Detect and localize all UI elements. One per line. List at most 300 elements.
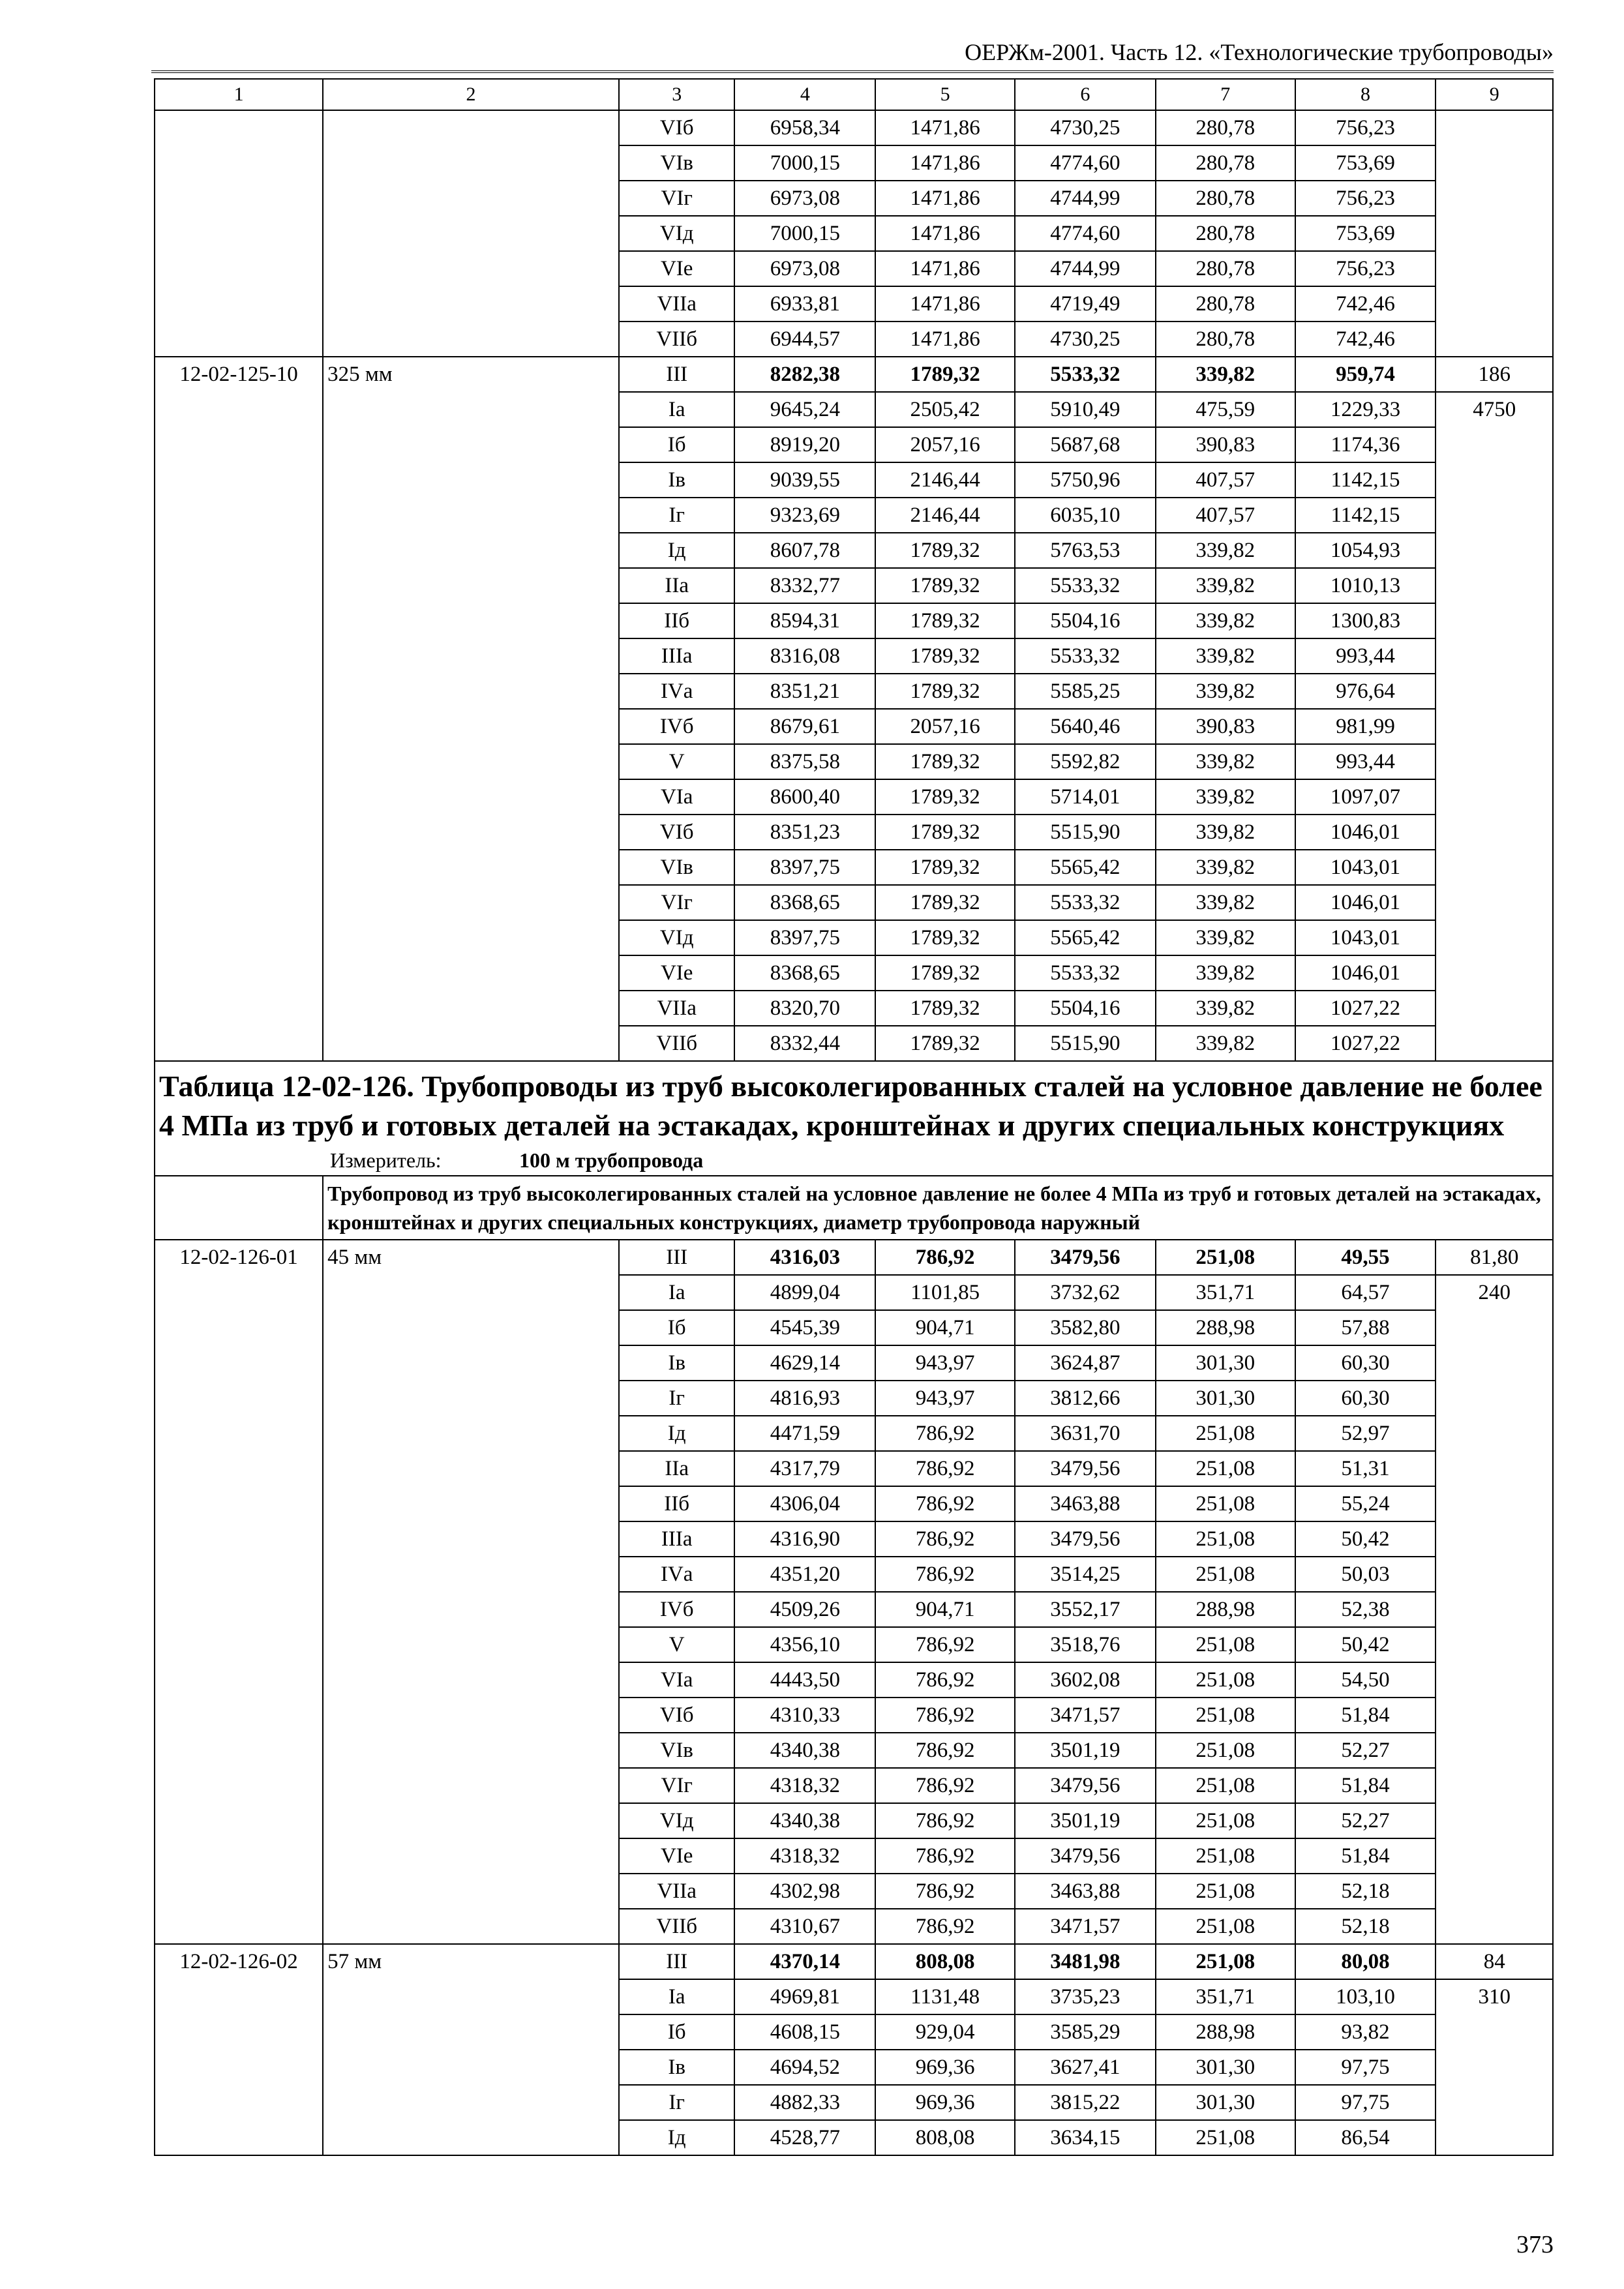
cost-value: 339,82 xyxy=(1156,568,1295,603)
zone-code: VIIа xyxy=(619,286,734,322)
cost-value: 55,24 xyxy=(1295,1486,1436,1521)
extra-column xyxy=(1436,110,1553,357)
cost-value: 280,78 xyxy=(1156,110,1295,145)
cost-value: 1789,32 xyxy=(875,744,1015,779)
cost-value: 86,54 xyxy=(1295,2120,1436,2155)
cost-value: 1229,33 xyxy=(1295,392,1436,427)
cost-value: 5504,16 xyxy=(1015,603,1156,638)
cost-value: 904,71 xyxy=(875,1310,1015,1345)
zone-code: VIа xyxy=(619,779,734,815)
zone-code: IVа xyxy=(619,674,734,709)
cost-value: 339,82 xyxy=(1156,603,1295,638)
cost-value: 5515,90 xyxy=(1015,815,1156,850)
cost-value: 50,42 xyxy=(1295,1627,1436,1662)
cost-value: 786,92 xyxy=(875,1733,1015,1768)
labor-value: 81,80 xyxy=(1436,1240,1553,1275)
cost-value: 3815,22 xyxy=(1015,2085,1156,2120)
column-number: 7 xyxy=(1156,79,1295,110)
cost-value: 251,08 xyxy=(1156,1838,1295,1874)
zone-code: VIб xyxy=(619,1698,734,1733)
cost-value: 251,08 xyxy=(1156,1909,1295,1944)
zone-code: Iб xyxy=(619,2014,734,2050)
cost-value: 3479,56 xyxy=(1015,1240,1156,1275)
zone-code: V xyxy=(619,1627,734,1662)
cost-value: 8320,70 xyxy=(734,991,875,1026)
cost-value: 52,38 xyxy=(1295,1592,1436,1627)
zone-code: VIе xyxy=(619,1838,734,1874)
cost-value: 97,75 xyxy=(1295,2085,1436,2120)
rate-code: 12-02-125-10 xyxy=(155,357,323,1061)
zone-code: Iб xyxy=(619,427,734,462)
cost-value: 976,64 xyxy=(1295,674,1436,709)
cost-value: 3479,56 xyxy=(1015,1521,1156,1557)
cost-value: 1789,32 xyxy=(875,357,1015,392)
cost-value: 301,30 xyxy=(1156,1381,1295,1416)
cost-value: 54,50 xyxy=(1295,1662,1436,1698)
zone-code: IVб xyxy=(619,709,734,744)
cost-value: 251,08 xyxy=(1156,1486,1295,1521)
cost-value: 1046,01 xyxy=(1295,885,1436,920)
cost-value: 407,57 xyxy=(1156,462,1295,498)
cost-value: 4744,99 xyxy=(1015,181,1156,216)
cost-value: 1300,83 xyxy=(1295,603,1436,638)
cost-value: 4316,03 xyxy=(734,1240,875,1275)
cost-value: 6973,08 xyxy=(734,181,875,216)
cost-value: 251,08 xyxy=(1156,1733,1295,1768)
zone-code: Iб xyxy=(619,1310,734,1345)
cost-value: 3624,87 xyxy=(1015,1345,1156,1381)
cost-value: 1046,01 xyxy=(1295,955,1436,991)
table-row xyxy=(155,1944,1553,1979)
cost-value: 4899,04 xyxy=(734,1275,875,1310)
cost-value: 5714,01 xyxy=(1015,779,1156,815)
cost-value: 4317,79 xyxy=(734,1451,875,1486)
rate-code: 12-02-126-02 xyxy=(155,1944,323,2155)
cost-value: 4719,49 xyxy=(1015,286,1156,322)
zone-code: IVб xyxy=(619,1592,734,1627)
cost-value: 351,71 xyxy=(1156,1275,1295,1310)
cost-value: 52,97 xyxy=(1295,1416,1436,1451)
cost-value: 8594,31 xyxy=(734,603,875,638)
cost-value: 4629,14 xyxy=(734,1345,875,1381)
cost-value: 1789,32 xyxy=(875,920,1015,955)
zone-code: IIа xyxy=(619,568,734,603)
cost-value: 60,30 xyxy=(1295,1381,1436,1416)
cost-value: 3479,56 xyxy=(1015,1451,1156,1486)
cost-value: 4528,77 xyxy=(734,2120,875,2155)
cost-value: 1789,32 xyxy=(875,568,1015,603)
cost-value: 51,31 xyxy=(1295,1451,1436,1486)
cost-value: 1471,86 xyxy=(875,251,1015,286)
cost-value: 5533,32 xyxy=(1015,568,1156,603)
cost-value: 786,92 xyxy=(875,1521,1015,1557)
cost-value: 3634,15 xyxy=(1015,2120,1156,2155)
cost-value: 3735,23 xyxy=(1015,1979,1156,2014)
cost-value: 1043,01 xyxy=(1295,850,1436,885)
cost-value: 4730,25 xyxy=(1015,110,1156,145)
zone-code: III xyxy=(619,1240,734,1275)
cost-value: 1046,01 xyxy=(1295,815,1436,850)
cost-value: 8316,08 xyxy=(734,638,875,674)
cost-value: 57,88 xyxy=(1295,1310,1436,1345)
cost-value: 3627,41 xyxy=(1015,2050,1156,2085)
cost-value: 301,30 xyxy=(1156,2085,1295,2120)
cost-value: 8919,20 xyxy=(734,427,875,462)
cost-value: 8600,40 xyxy=(734,779,875,815)
cost-value: 3812,66 xyxy=(1015,1381,1156,1416)
cost-value: 2505,42 xyxy=(875,392,1015,427)
zone-code: IIIа xyxy=(619,1521,734,1557)
cost-value: 756,23 xyxy=(1295,181,1436,216)
mass-value: 310 xyxy=(1436,1979,1553,2155)
cost-value: 2057,16 xyxy=(875,427,1015,462)
cost-value: 5533,32 xyxy=(1015,955,1156,991)
zone-code: IIб xyxy=(619,603,734,638)
pipe-diameter: 45 мм xyxy=(323,1240,619,1944)
cost-value: 339,82 xyxy=(1156,815,1295,850)
cost-value: 5687,68 xyxy=(1015,427,1156,462)
cost-value: 786,92 xyxy=(875,1909,1015,1944)
cost-value: 786,92 xyxy=(875,1240,1015,1275)
zone-code: VIг xyxy=(619,1768,734,1803)
table-title: Таблица 12-02-126. Трубопроводы из труб высоколегированных сталей на условное давление не более 4 МПа из труб и готовых деталей на эстакадах, кронштейнах и других специальных конструкциях xyxy=(155,1061,1553,1145)
cost-value: 3471,57 xyxy=(1015,1909,1156,1944)
cost-value: 251,08 xyxy=(1156,1874,1295,1909)
column-number: 1 xyxy=(155,79,323,110)
description-row xyxy=(155,1176,1553,1240)
cost-value: 251,08 xyxy=(1156,1557,1295,1592)
cost-value: 5504,16 xyxy=(1015,991,1156,1026)
page-number: 373 xyxy=(1516,2231,1554,2258)
cost-value: 5592,82 xyxy=(1015,744,1156,779)
cost-value: 52,18 xyxy=(1295,1909,1436,1944)
zone-code: Iа xyxy=(619,392,734,427)
cost-value: 8607,78 xyxy=(734,533,875,568)
cost-value: 5533,32 xyxy=(1015,638,1156,674)
cost-value: 3501,19 xyxy=(1015,1733,1156,1768)
zone-code: VIд xyxy=(619,1803,734,1838)
cost-value: 786,92 xyxy=(875,1557,1015,1592)
cost-value: 4471,59 xyxy=(734,1416,875,1451)
zone-code: IVа xyxy=(619,1557,734,1592)
cost-value: 4730,25 xyxy=(1015,322,1156,357)
zone-code: Iг xyxy=(619,1381,734,1416)
cost-value: 93,82 xyxy=(1295,2014,1436,2050)
cost-value: 753,69 xyxy=(1295,145,1436,181)
cost-value: 251,08 xyxy=(1156,1521,1295,1557)
cost-value: 6035,10 xyxy=(1015,498,1156,533)
cost-value: 280,78 xyxy=(1156,145,1295,181)
cost-value: 9645,24 xyxy=(734,392,875,427)
zone-code: VIе xyxy=(619,955,734,991)
cost-value: 1789,32 xyxy=(875,885,1015,920)
cost-value: 280,78 xyxy=(1156,216,1295,251)
cost-value: 5910,49 xyxy=(1015,392,1156,427)
table-title-row xyxy=(155,1061,1553,1145)
pipe-diameter: 57 мм xyxy=(323,1944,619,2155)
cost-value: 390,83 xyxy=(1156,427,1295,462)
cost-value: 4306,04 xyxy=(734,1486,875,1521)
meter-row xyxy=(155,1145,1553,1176)
table-row xyxy=(155,1240,1553,1275)
cost-value: 1789,32 xyxy=(875,779,1015,815)
cost-value: 753,69 xyxy=(1295,216,1436,251)
zone-code: III xyxy=(619,357,734,392)
zone-code: Iд xyxy=(619,533,734,568)
mass-value: 4750 xyxy=(1436,392,1553,1061)
cost-value: 339,82 xyxy=(1156,779,1295,815)
cost-value: 4318,32 xyxy=(734,1768,875,1803)
cost-value: 4302,98 xyxy=(734,1874,875,1909)
zone-code: VIг xyxy=(619,181,734,216)
zone-code: Iд xyxy=(619,1416,734,1451)
cost-value: 4351,20 xyxy=(734,1557,875,1592)
pipe-diameter: 325 мм xyxy=(323,357,619,1061)
cost-value: 742,46 xyxy=(1295,322,1436,357)
cost-value: 251,08 xyxy=(1156,1451,1295,1486)
cost-value: 969,36 xyxy=(875,2050,1015,2085)
cost-value: 808,08 xyxy=(875,2120,1015,2155)
cost-value: 3479,56 xyxy=(1015,1838,1156,1874)
zone-code: VIв xyxy=(619,850,734,885)
cost-value: 339,82 xyxy=(1156,638,1295,674)
cost-value: 1027,22 xyxy=(1295,991,1436,1026)
zone-code: VIIб xyxy=(619,1909,734,1944)
cost-value: 339,82 xyxy=(1156,674,1295,709)
cost-value: 5750,96 xyxy=(1015,462,1156,498)
zone-code: Iа xyxy=(619,1979,734,2014)
cost-value: 1789,32 xyxy=(875,955,1015,991)
cost-value: 959,74 xyxy=(1295,357,1436,392)
cost-value: 993,44 xyxy=(1295,744,1436,779)
cost-value: 4310,33 xyxy=(734,1698,875,1733)
cost-value: 4744,99 xyxy=(1015,251,1156,286)
cost-value: 339,82 xyxy=(1156,1026,1295,1061)
cost-value: 1043,01 xyxy=(1295,920,1436,955)
cost-value: 8368,65 xyxy=(734,885,875,920)
cost-value: 1027,22 xyxy=(1295,1026,1436,1061)
zone-code: VIд xyxy=(619,920,734,955)
running-header: ОЕРЖм-2001. Часть 12. «Технологические трубопроводы» xyxy=(151,37,1554,73)
zone-code: Iв xyxy=(619,1345,734,1381)
cost-value: 339,82 xyxy=(1156,850,1295,885)
cost-value: 7000,15 xyxy=(734,216,875,251)
zone-code: VIIб xyxy=(619,1026,734,1061)
cost-value: 2146,44 xyxy=(875,462,1015,498)
cost-value: 786,92 xyxy=(875,1838,1015,1874)
cost-value: 8332,44 xyxy=(734,1026,875,1061)
cost-value: 1097,07 xyxy=(1295,779,1436,815)
zone-code: VIе xyxy=(619,251,734,286)
cost-value: 8375,58 xyxy=(734,744,875,779)
cost-value: 97,75 xyxy=(1295,2050,1436,2085)
cost-value: 1471,86 xyxy=(875,110,1015,145)
cost-value: 339,82 xyxy=(1156,357,1295,392)
cost-value: 251,08 xyxy=(1156,1698,1295,1733)
cost-value: 4318,32 xyxy=(734,1838,875,1874)
cost-value: 786,92 xyxy=(875,1698,1015,1733)
cost-value: 4882,33 xyxy=(734,2085,875,2120)
cost-value: 5585,25 xyxy=(1015,674,1156,709)
cost-value: 4356,10 xyxy=(734,1627,875,1662)
cost-value: 4545,39 xyxy=(734,1310,875,1345)
zone-code: IIIа xyxy=(619,638,734,674)
table-row xyxy=(155,110,1553,145)
cost-value: 4509,26 xyxy=(734,1592,875,1627)
cost-value: 1789,32 xyxy=(875,991,1015,1026)
cost-value: 407,57 xyxy=(1156,498,1295,533)
cost-value: 981,99 xyxy=(1295,709,1436,744)
cost-value: 3552,17 xyxy=(1015,1592,1156,1627)
cost-value: 3479,56 xyxy=(1015,1768,1156,1803)
cost-value: 6973,08 xyxy=(734,251,875,286)
cost-value: 6958,34 xyxy=(734,110,875,145)
zone-code: VIв xyxy=(619,145,734,181)
cost-value: 3585,29 xyxy=(1015,2014,1156,2050)
cost-value: 8368,65 xyxy=(734,955,875,991)
cost-value: 8351,23 xyxy=(734,815,875,850)
cost-value: 51,84 xyxy=(1295,1768,1436,1803)
cost-value: 4370,14 xyxy=(734,1944,875,1979)
zone-code: IIб xyxy=(619,1486,734,1521)
labor-value: 84 xyxy=(1436,1944,1553,1979)
cost-value: 6933,81 xyxy=(734,286,875,322)
cost-value: 3481,98 xyxy=(1015,1944,1156,1979)
rate-code xyxy=(155,110,323,357)
zone-code: VIIб xyxy=(619,322,734,357)
cost-value: 251,08 xyxy=(1156,1627,1295,1662)
cost-value: 8679,61 xyxy=(734,709,875,744)
cost-value: 4694,52 xyxy=(734,2050,875,2085)
cost-value: 52,27 xyxy=(1295,1803,1436,1838)
cost-value: 280,78 xyxy=(1156,286,1295,322)
cost-value: 251,08 xyxy=(1156,1944,1295,1979)
cost-value: 301,30 xyxy=(1156,2050,1295,2085)
cost-value: 1789,32 xyxy=(875,850,1015,885)
cost-value: 288,98 xyxy=(1156,2014,1295,2050)
cost-value: 251,08 xyxy=(1156,1803,1295,1838)
meter-label: Измеритель: xyxy=(330,1148,442,1172)
zone-code: Iа xyxy=(619,1275,734,1310)
cost-value: 808,08 xyxy=(875,1944,1015,1979)
cost-value: 280,78 xyxy=(1156,251,1295,286)
cost-value: 52,18 xyxy=(1295,1874,1436,1909)
cost-value: 280,78 xyxy=(1156,181,1295,216)
cost-value: 1789,32 xyxy=(875,638,1015,674)
cost-value: 943,97 xyxy=(875,1345,1015,1381)
zone-code: Iг xyxy=(619,2085,734,2120)
cost-value: 1471,86 xyxy=(875,286,1015,322)
cost-value: 786,92 xyxy=(875,1416,1015,1451)
zone-code: V xyxy=(619,744,734,779)
cost-value: 7000,15 xyxy=(734,145,875,181)
cost-value: 1054,93 xyxy=(1295,533,1436,568)
cost-value: 51,84 xyxy=(1295,1838,1436,1874)
cost-value: 3518,76 xyxy=(1015,1627,1156,1662)
cost-value: 8282,38 xyxy=(734,357,875,392)
zone-code: VIIа xyxy=(619,1874,734,1909)
column-number: 6 xyxy=(1015,79,1156,110)
cost-value: 4969,81 xyxy=(734,1979,875,2014)
cost-value: 51,84 xyxy=(1295,1698,1436,1733)
zone-code: VIб xyxy=(619,815,734,850)
meter xyxy=(155,1145,1553,1176)
description-text: Трубопровод из труб высоколегированных сталей на условное давление не более 4 МПа из труб и готовых деталей на эстакадах, кронштейнах и других специальных конструкциях, диаметр трубопровода наружный xyxy=(323,1176,1553,1240)
cost-value: 1789,32 xyxy=(875,674,1015,709)
column-number: 8 xyxy=(1295,79,1436,110)
cost-value: 49,55 xyxy=(1295,1240,1436,1275)
cost-value: 5533,32 xyxy=(1015,885,1156,920)
cost-value: 1101,85 xyxy=(875,1275,1015,1310)
cost-value: 5640,46 xyxy=(1015,709,1156,744)
cost-value: 251,08 xyxy=(1156,1240,1295,1275)
cost-value: 786,92 xyxy=(875,1768,1015,1803)
cost-value: 4774,60 xyxy=(1015,145,1156,181)
cost-value: 756,23 xyxy=(1295,251,1436,286)
description-spacer xyxy=(155,1176,323,1240)
cost-value: 339,82 xyxy=(1156,533,1295,568)
cost-value: 5763,53 xyxy=(1015,533,1156,568)
cost-value: 251,08 xyxy=(1156,1768,1295,1803)
mass-value: 240 xyxy=(1436,1275,1553,1944)
zone-code: Iд xyxy=(619,2120,734,2155)
cost-value: 9039,55 xyxy=(734,462,875,498)
cost-value: 80,08 xyxy=(1295,1944,1436,1979)
cost-value: 4774,60 xyxy=(1015,216,1156,251)
cost-value: 4316,90 xyxy=(734,1521,875,1557)
cost-value: 1789,32 xyxy=(875,603,1015,638)
zone-code: VIв xyxy=(619,1733,734,1768)
cost-value: 1471,86 xyxy=(875,145,1015,181)
cost-value: 339,82 xyxy=(1156,991,1295,1026)
cost-value: 8332,77 xyxy=(734,568,875,603)
cost-value: 339,82 xyxy=(1156,885,1295,920)
cost-value: 1471,86 xyxy=(875,181,1015,216)
cost-value: 5515,90 xyxy=(1015,1026,1156,1061)
cost-value: 8397,75 xyxy=(734,920,875,955)
column-number: 9 xyxy=(1436,79,1553,110)
cost-value: 3732,62 xyxy=(1015,1275,1156,1310)
cost-value: 2057,16 xyxy=(875,709,1015,744)
cost-value: 3631,70 xyxy=(1015,1416,1156,1451)
cost-value: 1789,32 xyxy=(875,815,1015,850)
cost-value: 475,59 xyxy=(1156,392,1295,427)
cost-value: 4310,67 xyxy=(734,1909,875,1944)
cost-value: 6944,57 xyxy=(734,322,875,357)
cost-value: 904,71 xyxy=(875,1592,1015,1627)
cost-value: 1789,32 xyxy=(875,1026,1015,1061)
cost-value: 251,08 xyxy=(1156,1416,1295,1451)
cost-value: 786,92 xyxy=(875,1803,1015,1838)
cost-value: 993,44 xyxy=(1295,638,1436,674)
cost-value: 1174,36 xyxy=(1295,427,1436,462)
cost-value: 1142,15 xyxy=(1295,462,1436,498)
cost-value: 1142,15 xyxy=(1295,498,1436,533)
cost-value: 339,82 xyxy=(1156,920,1295,955)
cost-value: 4816,93 xyxy=(734,1381,875,1416)
meter-unit: 100 м трубопровода xyxy=(519,1148,704,1172)
zone-code: VIа xyxy=(619,1662,734,1698)
labor-value: 186 xyxy=(1436,357,1553,392)
cost-value: 50,03 xyxy=(1295,1557,1436,1592)
zone-code: VIб xyxy=(619,110,734,145)
cost-value: 3463,88 xyxy=(1015,1874,1156,1909)
column-number: 2 xyxy=(323,79,619,110)
cost-value: 280,78 xyxy=(1156,322,1295,357)
column-number: 4 xyxy=(734,79,875,110)
cost-value: 786,92 xyxy=(875,1662,1015,1698)
zone-code: IIа xyxy=(619,1451,734,1486)
